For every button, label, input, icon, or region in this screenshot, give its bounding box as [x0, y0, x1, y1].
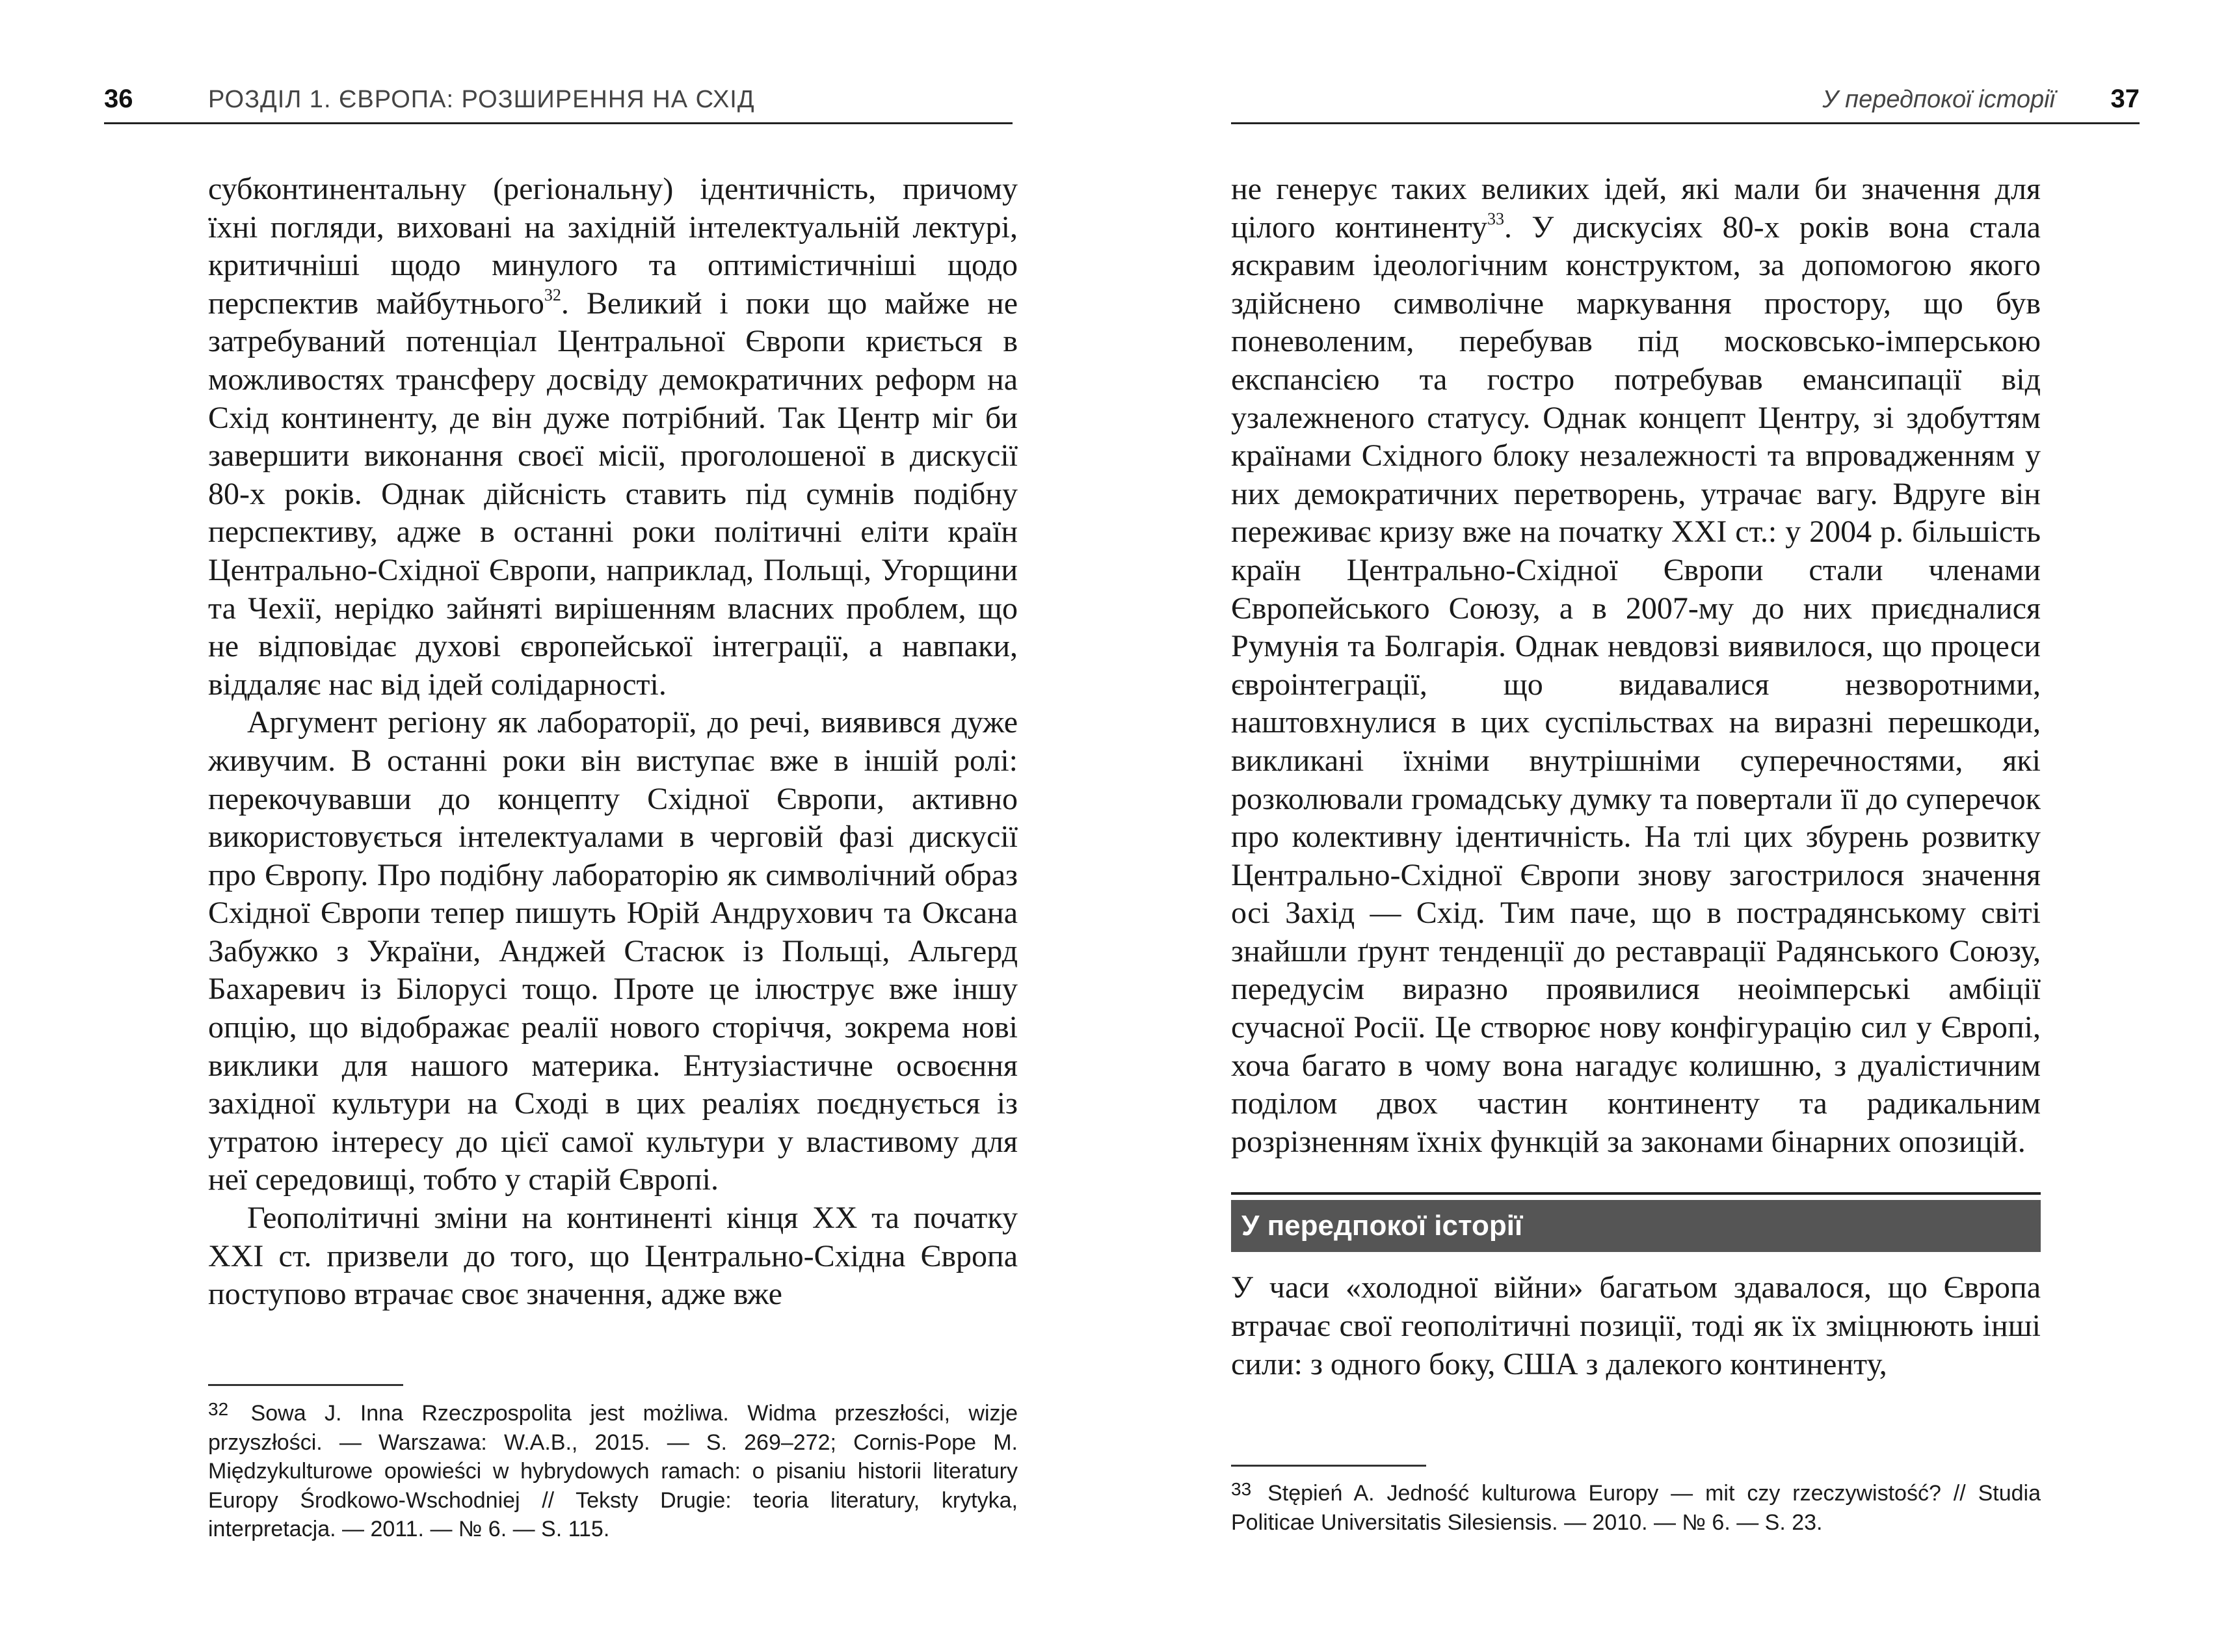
- footnote-divider: [208, 1384, 403, 1386]
- paragraph-1-continued: . У дискусіях 80-х років вона стала яскравим ідеологічним конструктом, за допомогою якого здійснено символічне маркування простору, що був поневоленим, перебував під московсько-імперською експансією та гостро потребував емансипації від узалежненого статусу. Однак концепт Центру, зі здобуттям країнами Східного блоку незалежності та впровадженням у них демократичних перетворень, утрачає вагу. Вдруге він переживає кризу вже на початку XXI ст.: у 2004 р. більшість країн Центрально-Східної Європи стали членами Європейського Союзу, а в 2007-му до них приєдналися Румунія та Болгарія. Однак невдовзі виявилося, що процеси євроінтеграції, що видавалися незворотними, наштовхнулися в цих суспільствах на виразні перешкоди, викликані їхніми внутрішніми суперечностями, які розколювали громадську думку та повертали її до суперечок про колективну ідентичність. На тлі цих збурень розвитку Центрально-Східної Європи знову загострилося значення осі Захід — Схід. Тим паче, що в пострадянському світі знайшли ґрунт тенденції до реставрації Радянського Союзу, передусім виразно проявилися неоімперські амбіції сучасної Росії. Це створює нову конфігурацію сил у Європі, хоча багато в чому вона нагадує колишню, з дуалістичним поділом двох частин континенту та радикальним розрізненням їхніх функцій за законами бінарних опозицій.: [1231, 209, 2041, 1159]
- running-header-right: [1231, 83, 2140, 124]
- paragraph-2: Аргумент регіону як лабораторії, до речі, виявився дуже живучим. В останні роки він виступає вже в іншій ролі: перекочувавши до концепту Східної Європи, активно використовується інтелектуалами в черговій фазі дискусії про Європу. Про подібну лабораторію як символічний образ Східної Європи тепер пишуть Юрій Андрухович та Оксана Забужко з України, Анджей Стасюк із Польщі, Альгерд Бахаревич із Білорусі тощо. Проте це ілюструє вже іншу опцію, що відображає реалії нового сторіччя, зокрема нові виклики для нашого материка. Ентузіастичне освоєння західної культури на Сході в цих реаліях поєднується із утратою інтересу до цієї самої культури у властивому для неї середовищі, тобто у старій Європі.: [208, 705, 1018, 1197]
- paragraph-1: [208, 170, 1018, 704]
- paragraph-1: [1231, 170, 2041, 1161]
- paragraph-1-text: субконтинентальну (регіональну) ідентичність, причому їхні погляди, виховані на західній інтелектуальній лектурі, критичніші щодо минулого та оптимістичніші щодо перспектив майбутнього: [208, 172, 1018, 321]
- footnote-marker: 32: [208, 1399, 229, 1419]
- footnote-text: Sowa J. Inna Rzeczpospolita jest możliwa. Widma przeszłości, wizje przyszłości. — Warszawa: W.A.B., 2015. — S. 269–272; Cornis-Pope M. Międzykulturowe opowieści w hybrydowych ramach: o pisaniu historii literatury Europy Środkowo-Wschodniej // Teksty Drugie: teoria literatury, krytyka, interpretacja. — 2011. — № 6. — S. 115.: [208, 1401, 1018, 1542]
- text-column-right: [1231, 170, 2041, 1383]
- footnote-ref-33[interactable]: 33: [1487, 209, 1505, 228]
- footnote-33: [1231, 1475, 2041, 1537]
- footnote-ref-32[interactable]: 32: [544, 285, 561, 304]
- page-number: 36: [104, 85, 133, 113]
- paragraph-1-text: не генерує таких великих ідей, які мали би значення для цілого континенту: [1231, 172, 2041, 245]
- running-header-left: [104, 83, 1013, 124]
- running-head-title: У передпокої історії: [1822, 86, 2055, 113]
- right-page: [1114, 0, 2228, 1652]
- footnote-text: Stępień A. Jedność kulturowa Europy — mit czy rzeczywistość? // Studia Politicae Universitatis Silesiensis. — 2010. — № 6. — S. 23.: [1231, 1481, 2041, 1535]
- text-column-left: [208, 170, 1018, 1314]
- section-heading-block: [1231, 1192, 2041, 1252]
- section-heading: У передпокої історії: [1231, 1200, 2041, 1252]
- paragraph-1-continued: . Великий і поки що майже не затребуваний потенціал Центральної Європи криється в можливостях трансферу досвіду демократичних реформ на Схід континенту, де він дуже потрібний. Так Центр міг би завершити виконання своєї місії, проголошеної в дискусії 80-х років. Однак дійсність ставить під сумнів подібну перспективу, адже в останні роки політичні еліти країн Центрально-Східної Європи, наприклад, Польщі, Угорщини та Чехії, нерідко зайняті вирішенням власних проблем, що не відповідає духові європейської інтеграції, а навпаки, віддаляє нас від ідей солідарності.: [208, 286, 1018, 702]
- running-head-title: РОЗДІЛ 1. ЄВРОПА: РОЗШИРЕННЯ НА СХІД: [208, 86, 755, 113]
- page-number: 37: [2110, 85, 2140, 113]
- footnote-divider: [1231, 1465, 1426, 1467]
- section-paragraph: У часи «холодної війни» багатьом здавалося, що Європа втрачає свої геополітичні позиції, тоді як їх зміцнюють інші сили: з одного боку, США з далекого континенту,: [1231, 1270, 2041, 1381]
- footnote-32: [208, 1395, 1018, 1544]
- paragraph-3: Геополітичні зміни на континенті кінця XX та початку XXI ст. призвели до того, що Центрально-Східна Європа поступово втрачає своє значення, адже вже: [208, 1201, 1018, 1312]
- footnote-marker: 33: [1231, 1479, 1252, 1499]
